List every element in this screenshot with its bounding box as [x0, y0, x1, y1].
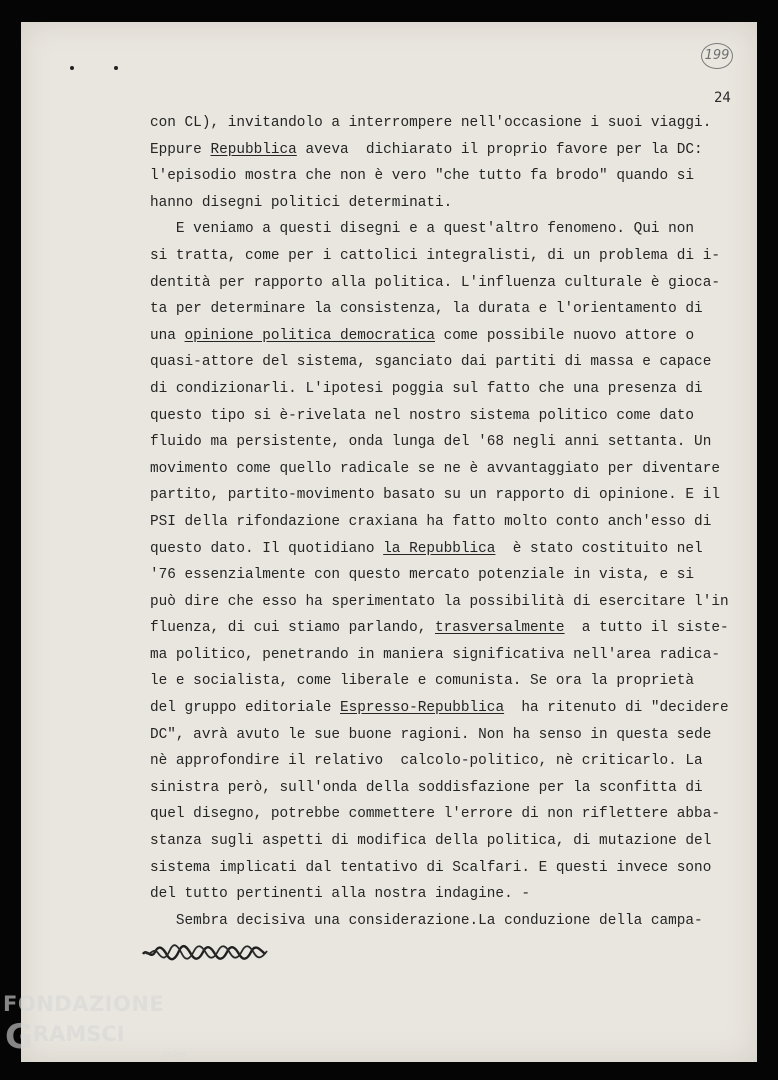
text-segment: '76 essenzialmente con questo mercato potenziale in vista, e si	[150, 567, 695, 584]
text-line	[150, 323, 729, 350]
text-line	[150, 668, 729, 695]
text-line	[150, 562, 729, 589]
text-segment: può dire che esso ha sperimentato la possibilità di esercitare l'in	[150, 593, 729, 610]
fondazione-gramsci-watermark	[3, 992, 193, 1074]
text-line	[150, 615, 729, 642]
underlined-phrase: opinione politica democratica	[184, 327, 435, 344]
text-line	[150, 828, 729, 855]
text-line	[150, 137, 729, 164]
text-segment: di condizionarli. L'ipotesi poggia sul fatto che una presenza di	[150, 380, 703, 397]
text-segment: sistema implicati dal tentativo di Scalfari. E questi invece sono	[150, 859, 712, 876]
text-line	[150, 163, 729, 190]
punch-mark	[70, 66, 74, 70]
watermark-line2	[5, 1017, 125, 1057]
text-line	[150, 801, 729, 828]
text-line	[150, 376, 729, 403]
text-segment: DC", avrà avuto le sue buone ragioni. Non ha senso in questa sede	[150, 726, 712, 743]
text-line	[150, 775, 729, 802]
text-line	[150, 855, 729, 882]
text-line	[150, 722, 729, 749]
underlined-phrase: Espresso-Repubblica	[340, 700, 505, 717]
text-line	[150, 908, 729, 935]
text-segment: questo tipo si è-rivelata nel nostro sistema politico come dato	[150, 407, 695, 424]
text-segment: nè approfondire il relativo calcolo-politico, nè criticarlo. La	[150, 753, 703, 770]
text-segment: le e socialista, come liberale e comunista. Se ora la proprietà	[150, 673, 695, 690]
text-segment: fluido ma persistente, onda lunga del '68 negli anni settanta. Un	[150, 434, 712, 451]
text-segment: del gruppo editoriale	[150, 700, 340, 717]
text-segment: Sembra decisiva una considerazione.La conduzione della campa-	[150, 912, 703, 929]
text-segment: quel disegno, potrebbe commettere l'errore di non riflettere abba-	[150, 806, 720, 823]
text-line	[150, 216, 729, 243]
text-segment: con CL), invitandolo a interrompere nell'occasione i suoi viaggi.	[150, 115, 712, 131]
text-line	[150, 748, 729, 775]
text-line	[150, 110, 729, 137]
typewritten-text	[150, 110, 729, 934]
text-line	[150, 536, 729, 563]
text-segment: a tutto il siste-	[564, 620, 729, 637]
text-segment: si tratta, come per i cattolici integralisti, di un problema di i-	[150, 247, 720, 264]
text-line	[150, 482, 729, 509]
text-segment: quasi-attore del sistema, sganciato dai partiti di massa e capace	[150, 354, 712, 371]
text-segment: è stato costituito nel	[495, 540, 703, 557]
document-page	[21, 22, 757, 1062]
text-line	[150, 270, 729, 297]
text-segment: aveva dichiarato il proprio favore per la DC:	[296, 141, 703, 158]
watermark-line2-rest: RAMSCI	[32, 1022, 125, 1046]
text-segment: questo dato. Il quotidiano	[150, 540, 384, 557]
archive-number: 199	[701, 43, 733, 69]
text-segment: dentità per rapporto alla politica. L'influenza culturale è gioca-	[150, 274, 720, 291]
punch-mark	[114, 66, 118, 70]
text-segment: una	[150, 327, 185, 344]
page-number: 24	[714, 90, 731, 106]
text-segment: E veniamo a questi disegni e a quest'altro fenomeno. Qui non	[150, 221, 695, 238]
text-line	[150, 642, 729, 669]
text-line	[150, 349, 729, 376]
text-segment: ta per determinare la consistenza, la durata e l'orientamento di	[150, 301, 703, 318]
text-segment: sinistra però, sull'onda della soddisfazione per la sconfitta di	[150, 779, 703, 796]
watermark-g-letter: G	[5, 1017, 33, 1057]
text-line	[150, 190, 729, 217]
text-line	[150, 296, 729, 323]
text-segment: PSI della rifondazione craxiana ha fatto molto conto anch'esso di	[150, 513, 712, 530]
text-segment: hanno disegni politici determinati.	[150, 194, 453, 211]
text-line	[150, 589, 729, 616]
underlined-phrase: trasversalmente	[434, 620, 565, 637]
text-line	[150, 695, 729, 722]
text-segment: come possibile nuovo attore o	[435, 327, 695, 344]
text-segment: Eppure	[150, 141, 211, 158]
text-segment: ma politico, penetrando in maniera significativa nell'area radica-	[150, 646, 720, 663]
text-segment: fluenza, di cui stiamo parlando,	[150, 620, 435, 637]
text-line	[150, 403, 729, 430]
text-line	[150, 429, 729, 456]
watermark-line3: onlus	[162, 1050, 187, 1060]
text-segment: stanza sugli aspetti di modifica della politica, di mutazione del	[150, 833, 712, 850]
text-line	[150, 881, 729, 908]
text-line	[150, 509, 729, 536]
text-segment: del tutto pertinenti alla nostra indagine. -	[150, 886, 530, 903]
underlined-phrase: la Repubblica	[383, 540, 496, 557]
text-segment: ha ritenuto di "decidere	[504, 700, 729, 717]
crossed-out-text	[141, 940, 269, 964]
watermark-line1: FONDAZIONE	[3, 992, 165, 1016]
text-line	[150, 243, 729, 270]
text-segment: movimento come quello radicale se ne è avvantaggiato per diventare	[150, 460, 720, 477]
text-segment: l'episodio mostra che non è vero "che tutto fa brodo" quando si	[150, 168, 695, 185]
text-segment: partito, partito-movimento basato su un rapporto di opinione. E il	[150, 487, 720, 504]
text-line	[150, 456, 729, 483]
underlined-phrase: Repubblica	[210, 141, 297, 158]
